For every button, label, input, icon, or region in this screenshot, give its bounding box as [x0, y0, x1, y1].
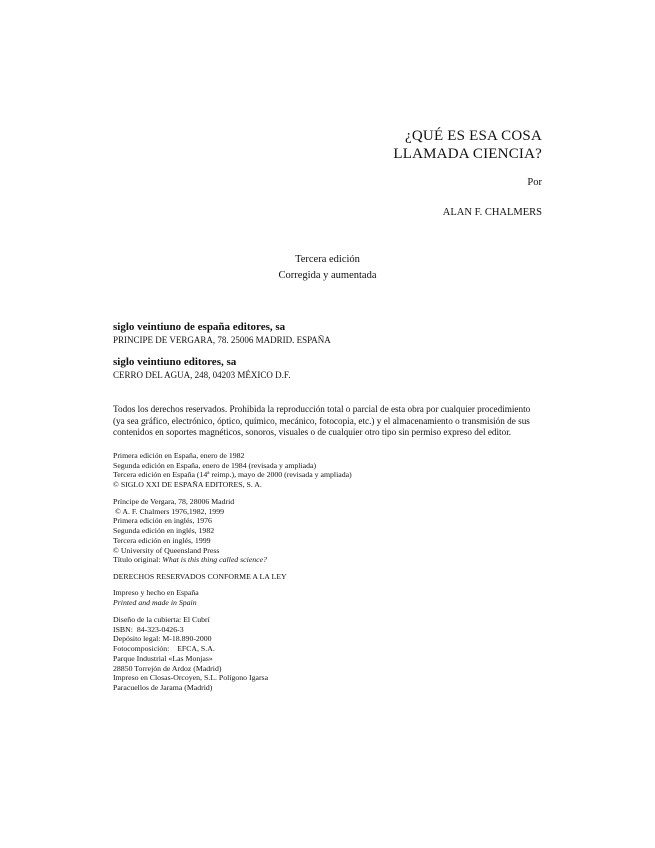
printed-in — [113, 588, 199, 607]
printed-es: Impreso y hecho en España — [113, 588, 199, 597]
edition-line-1: Tercera edición — [295, 254, 360, 265]
editions-history — [113, 451, 352, 490]
production-line: ISBN: 84-323-0426-3 — [113, 624, 184, 634]
copyright-line: © A. F. Chalmers 1976,1982, 1999 — [113, 506, 224, 516]
original-title-value: What is this thing called science? — [162, 555, 267, 565]
title-line-2: LLAMADA CIENCIA? — [393, 146, 542, 162]
legal-notice: DERECHOS RESERVADOS CONFORME A LA LEY — [113, 572, 287, 581]
byline-por: Por — [527, 177, 542, 188]
edition-history-line: Segunda edición en España, enero de 1984 (revisada y ampliada) — [113, 460, 317, 470]
author-name: ALAN F. CHALMERS — [442, 207, 542, 218]
production-credits — [113, 615, 268, 693]
edition-history-line: © SIGLO XXI DE ESPAÑA EDITORES, S. A. — [113, 480, 262, 490]
production-line: Diseño de la cubierta: El Cubrí — [113, 615, 210, 624]
original-title — [113, 555, 267, 565]
title-line-1: ¿QUÉ ES ESA COSA — [405, 128, 542, 144]
production-line: Fotocomposición: EFCA, S.A. — [113, 644, 215, 654]
edition-history-line: Tercera edición en España (14ª reimp.), mayo de 2000 (revisada y ampliada) — [113, 470, 352, 480]
edition-history-line: Primera edición en España, enero de 1982 — [113, 451, 245, 460]
rights-notice: Todos los derechos reservados. Prohibida la reproducción total o parcial de esta obra por cualquier procedimiento (ya sea gráfico, electrónico, óptico, químico, mecánico, fotocopia, etc.) y el almacenamiento o transmisión de sus contenidos en soportes magnéticos, sonoros, visuales o de cualquier otro tipo sin permiso expreso del editor. — [113, 404, 531, 437]
production-line: Impreso en Closas-Orcoyen, S.L. Polígono Igarsa — [113, 673, 269, 683]
copyright-line: Primera edición en inglés, 1976 — [113, 516, 212, 526]
publisher-spain-name: siglo veintiuno de españa editores, sa — [113, 321, 286, 333]
printed-en: Printed and made in Spain — [113, 597, 197, 607]
original-title-label: Título original: — [113, 555, 163, 565]
copyright-line: © University of Queensland Press — [113, 545, 220, 555]
production-line: Depósito legal: M-18.890-2000 — [113, 634, 212, 644]
edition-line-2: Corregida y aumentada — [278, 270, 377, 281]
copyright-line: Príncipe de Vergara, 78, 28006 Madrid — [113, 497, 235, 506]
book-title — [393, 127, 542, 163]
copyright-line: Tercera edición en inglés, 1999 — [113, 535, 211, 545]
production-line: Paracuellos de Jarama (Madrid) — [113, 682, 213, 692]
edition-note — [0, 252, 655, 284]
publisher-mexico-name: siglo veintiuno editores, sa — [113, 356, 237, 368]
production-line: 28850 Torrejón de Ardoz (Madrid) — [113, 663, 222, 673]
copyright-block — [113, 497, 267, 565]
publisher-spain-address: PRINCIPE DE VERGARA, 78. 25006 MADRID. ESPAÑA — [113, 335, 331, 345]
production-line: Parque Industrial «Las Monjas» — [113, 653, 213, 663]
publisher-mexico-address: CERRO DEL AGUA, 248, 04203 MÉXICO D.F. — [113, 370, 291, 380]
copyright-line: Segunda edición en inglés, 1982 — [113, 526, 215, 536]
